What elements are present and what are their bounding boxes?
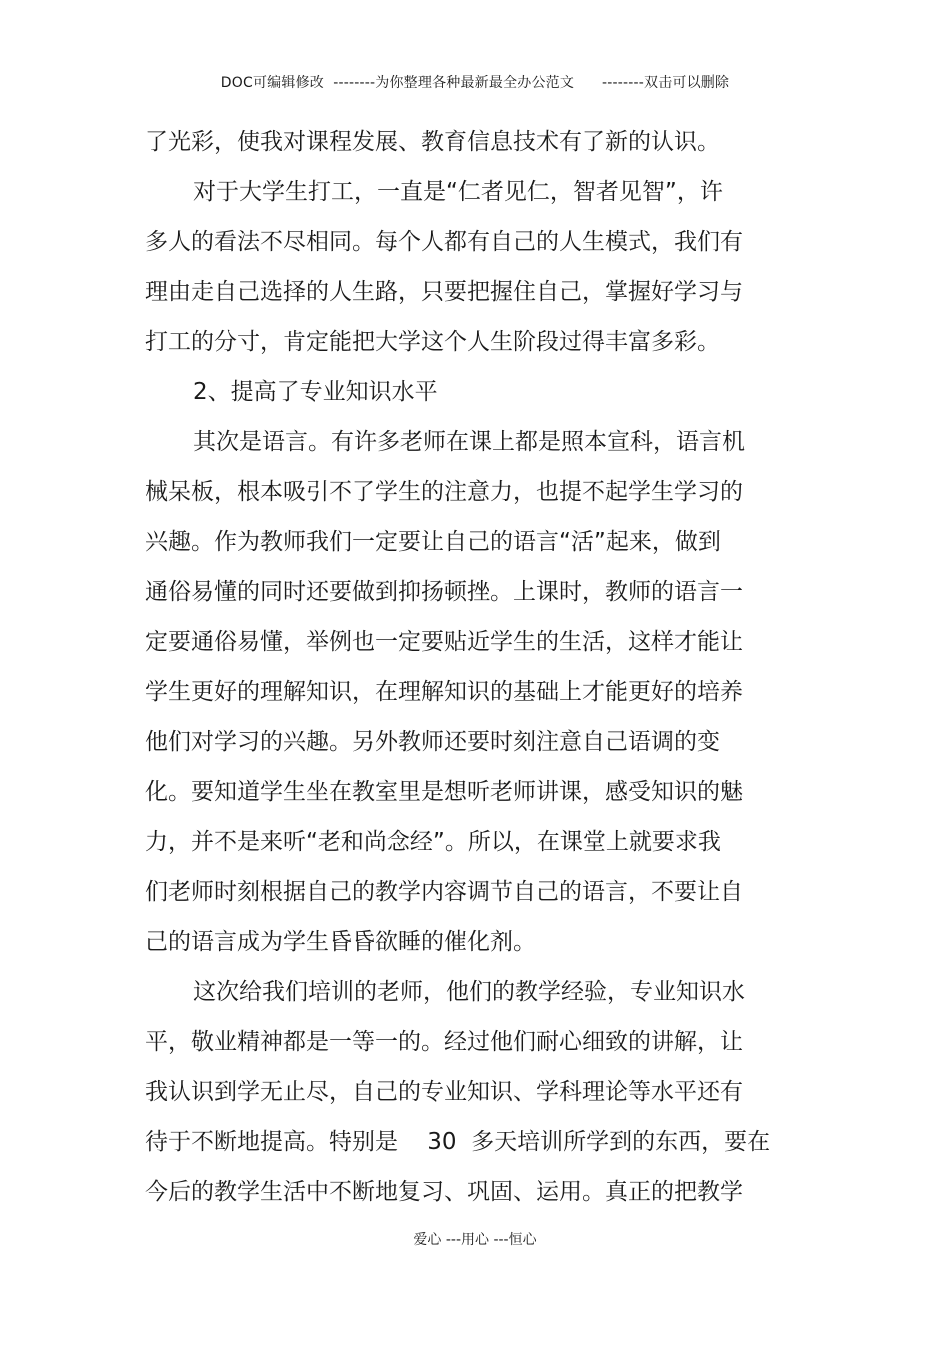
page-footer: 爱心 ---用心 ---恒心 — [413, 1232, 537, 1248]
body-line: 平，敬业精神都是一等一的。经过他们耐心细致的讲解，让 — [145, 1029, 743, 1055]
body-line: 我认识到学无止尽，自己的专业知识、学科理论等水平还有 — [145, 1079, 743, 1105]
body-line: 这次给我们培训的老师，他们的教学经验，专业知识水 — [193, 979, 745, 1005]
body-line: 待于不断地提高。特别是 30 多天培训所学到的东西，要在 — [145, 1129, 771, 1155]
body-line: 兴趣。作为教师我们一定要让自己的语言“活”起来，做到 — [145, 529, 721, 555]
body-line: 理由走自己选择的人生路，只要把握住自己，掌握好学习与 — [145, 279, 743, 305]
body-line: 多人的看法不尽相同。每个人都有自己的人生模式，我们有 — [145, 229, 743, 255]
body-line: 其次是语言。有许多老师在课上都是照本宣科，语言机 — [193, 429, 745, 455]
body-line: 他们对学习的兴趣。另外教师还要时刻注意自己语调的变 — [145, 729, 720, 755]
body-line: 通俗易懂的同时还要做到抑扬顿挫。上课时，教师的语言一 — [145, 579, 743, 605]
body-line: 打工的分寸，肯定能把大学这个人生阶段过得丰富多彩。 — [145, 329, 720, 355]
body-line: 学生更好的理解知识，在理解知识的基础上才能更好的培养 — [145, 679, 743, 705]
body-line: 了光彩，使我对课程发展、教育信息技术有了新的认识。 — [145, 129, 720, 155]
body-line: 对于大学生打工，一直是“仁者见仁，智者见智”，许 — [193, 179, 723, 205]
body-line: 械呆板，根本吸引不了学生的注意力，也提不起学生学习的 — [145, 479, 743, 505]
body-line: 力，并不是来听“老和尚念经”。所以，在课堂上就要求我 — [145, 829, 721, 855]
body-line: 己的语言成为学生昏昏欲睡的催化剂。 — [145, 929, 536, 955]
body-line: 化。要知道学生坐在教室里是想听老师讲课，感受知识的魅 — [145, 779, 743, 805]
body-line: 们老师时刻根据自己的教学内容调节自己的语言，不要让自 — [145, 879, 743, 905]
body-line: 今后的教学生活中不断地复习、巩固、运用。真正的把教学 — [145, 1179, 743, 1205]
page-header: DOC可编辑修改 --------为你整理各种最新最全办公范文 --------双击可以删除 — [220, 75, 730, 91]
section-heading: 2、提高了专业知识水平 — [193, 379, 438, 405]
body-line: 定要通俗易懂，举例也一定要贴近学生的生活，这样才能让 — [145, 629, 743, 655]
